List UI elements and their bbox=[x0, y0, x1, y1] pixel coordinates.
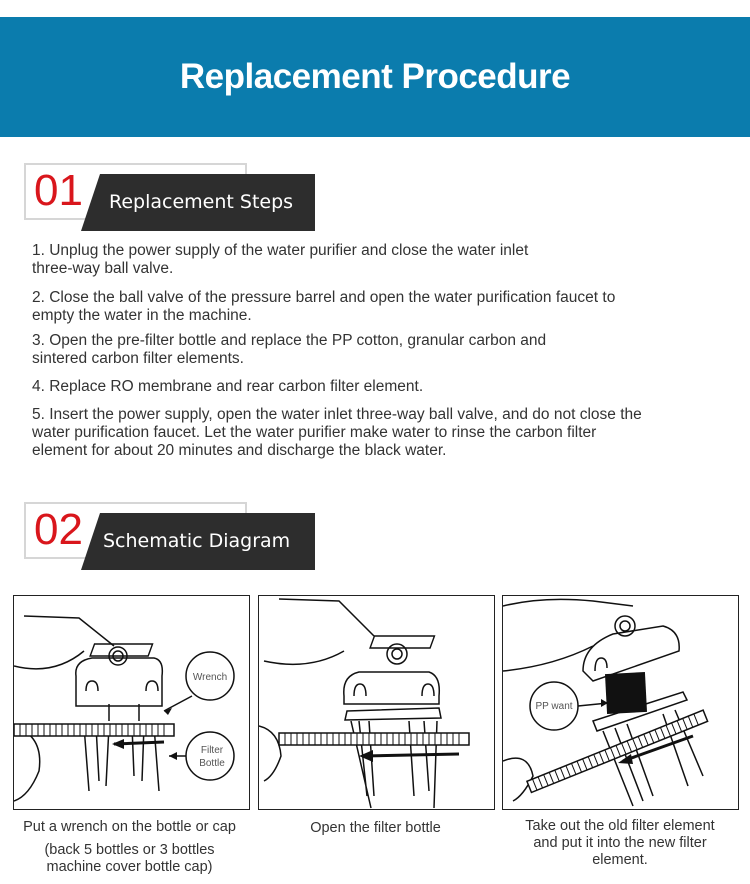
pp-label: PP want bbox=[535, 701, 573, 712]
caption-line: machine cover bottle cap) bbox=[46, 859, 213, 875]
section-number: 02 bbox=[34, 505, 83, 554]
step-1: 1. Unplug the power supply of the water purifier and close the water inlet three-way ball valve. bbox=[32, 242, 529, 277]
caption-line: and put it into the new filter bbox=[533, 835, 707, 851]
caption-line: Put a wrench on the bottle or cap bbox=[23, 819, 236, 835]
page-title: Replacement Procedure bbox=[179, 57, 571, 96]
caption-diagram-1 bbox=[2, 819, 257, 876]
diagram-replace-filter-element bbox=[502, 595, 739, 810]
bottle-label: Bottle bbox=[199, 758, 225, 769]
diagram-open-filter-bottle bbox=[258, 595, 495, 810]
caption-diagram-3 bbox=[500, 818, 740, 869]
diagram-wrench-on-bottle bbox=[13, 595, 250, 810]
wrench-illustration-icon bbox=[14, 596, 249, 809]
filter-label: Filter bbox=[200, 745, 224, 756]
wrench-label: Wrench bbox=[192, 672, 228, 683]
section-title: Schematic Diagram bbox=[103, 530, 291, 552]
section-number: 01 bbox=[34, 166, 83, 215]
section-badge-02 bbox=[24, 502, 324, 572]
replace-element-illustration-icon bbox=[503, 596, 738, 809]
caption-line: Open the filter bottle bbox=[310, 820, 441, 836]
section-badge-01 bbox=[24, 163, 324, 233]
step-5: 5. Insert the power supply, open the water inlet three-way ball valve, and do not close the water purification faucet. Let the water purifier make water to rinse the carbon filter element for about 20 minutes and discharge the black water. bbox=[32, 406, 642, 459]
section-title: Replacement Steps bbox=[109, 191, 294, 213]
step-3: 3. Open the pre-filter bottle and replace the PP cotton, granular carbon and sintered carbon filter elements. bbox=[32, 332, 547, 367]
caption-line: Take out the old filter element bbox=[525, 818, 715, 834]
open-bottle-illustration-icon bbox=[259, 596, 494, 809]
step-2: 2. Close the ball valve of the pressure barrel and open the water purification faucet to empty the water in the machine. bbox=[32, 289, 616, 324]
replacement-steps-list bbox=[32, 242, 692, 460]
step-4: 4. Replace RO membrane and rear carbon filter element. bbox=[32, 378, 424, 395]
header-banner bbox=[0, 17, 750, 137]
caption-line: element. bbox=[592, 852, 648, 868]
caption-line: (back 5 bottles or 3 bottles bbox=[44, 842, 215, 858]
caption-diagram-2 bbox=[258, 820, 493, 837]
